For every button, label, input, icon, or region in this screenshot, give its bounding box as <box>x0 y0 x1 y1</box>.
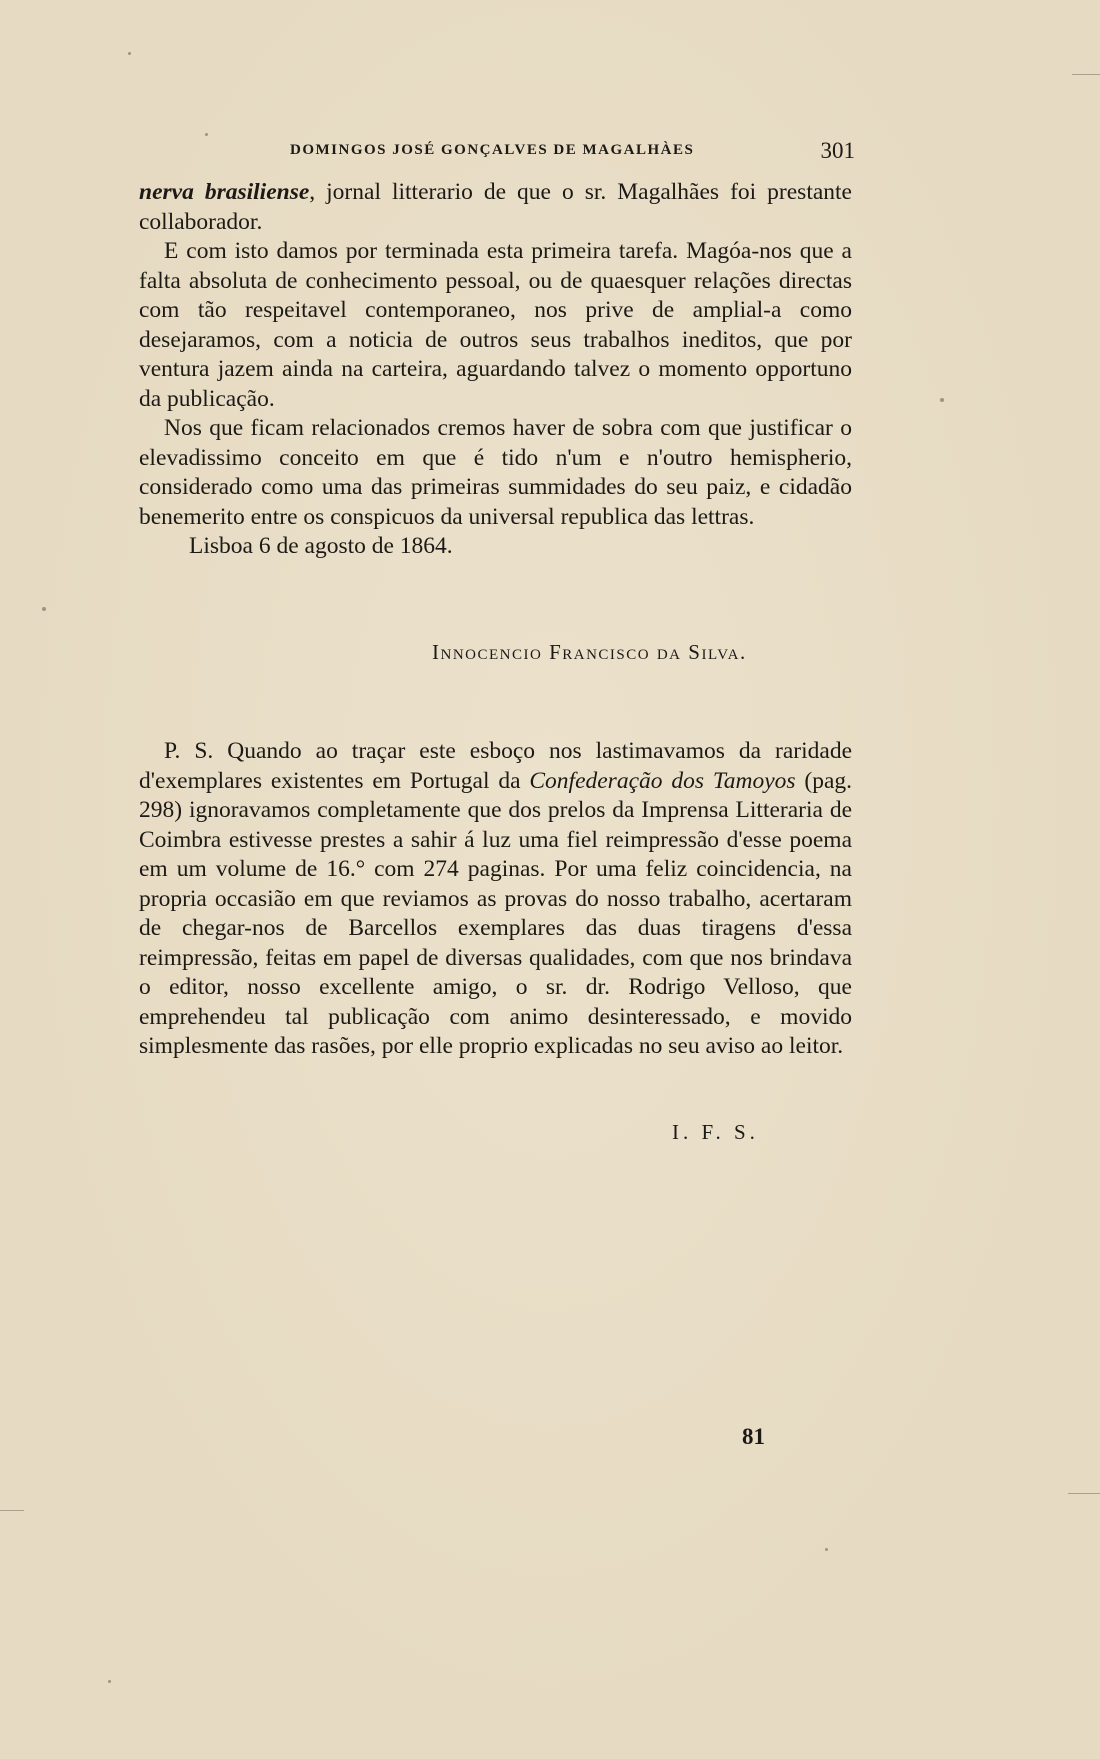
running-title: DOMINGOS JOSÉ GONÇALVES DE MAGALHÀES <box>290 142 695 158</box>
ink-speck <box>128 52 131 55</box>
page-number: 301 <box>820 138 855 163</box>
postscript-initials: I. F. S. <box>672 1120 759 1144</box>
paragraph-2: E com isto damos por terminada esta primeira tarefa. Magóa-nos que a falta absoluta de conhecimento pessoal, ou de quaesquer relações directas com tão respeitavel contemporaneo, nos prive de amplial-a como desejaramos, com a noticia de outros seus trabalhos ineditos, que por ventura jazem ainda na carteira, aguardando talvez o momento opportuno da publicação. <box>139 238 852 412</box>
page-edge-mark <box>0 1510 24 1511</box>
postscript-text-2: (pag. 298) ignoravamos completamente que dos prelos da Imprensa Litteraria de Coimbra estivesse prestes a sahir á luz uma fiel reimpressão d'esse poema em um volume de 16.° com 274 paginas. Por uma feliz coincidencia, na propria occasião em que reviamos as provas do nosso trabalho, acertaram de chegar-nos de Barcellos exemplares das duas tiragens d'essa reimpressão, feitas em papel de diversas qualidades, com que nos brindava o editor, nosso excellente amigo, o sr. dr. Rodrigo Velloso, que emprehendeu tal publicação com animo desinteressado, e movido simplesmente das rasões, por elle proprio explicadas no seu aviso ao leitor. <box>139 767 852 1059</box>
ink-speck <box>205 133 208 136</box>
ink-speck <box>825 1548 828 1551</box>
postscript <box>139 737 852 1062</box>
ink-speck <box>940 398 944 402</box>
ink-speck <box>108 1680 111 1683</box>
date-line: Lisboa 6 de agosto de 1864. <box>189 533 453 559</box>
running-head <box>290 138 855 164</box>
page-edge-mark <box>1068 1493 1100 1494</box>
paragraph-3: Nos que ficam relacionados cremos haver de sobra com que justificar o elevadissimo conceito em que é tido n'um e n'outro hemispherio, considerado como uma das primeiras summidades do seu paiz, e cidadão benemerito entre os conspicuos da universal republica das lettras. <box>139 415 852 530</box>
journal-title: nerva brasiliense <box>139 179 310 205</box>
author-signature: Innocencio Francisco da Silva. <box>432 640 747 664</box>
ink-speck <box>42 607 46 611</box>
paragraph-1-text: , jornal litterario de que o sr. Magalhães foi prestante collaborador. <box>139 179 852 235</box>
signature-mark: 81 <box>742 1424 765 1449</box>
poem-title: Confederação dos Tamoyos <box>529 767 796 794</box>
main-text <box>139 178 852 562</box>
paragraph-1 <box>139 178 852 237</box>
postscript-text-1: P. S. Quando ao traçar este esboço nos lastimavamos da raridade d'exemplares existentes em Portugal da <box>139 738 852 794</box>
postscript-paragraph <box>139 737 852 1062</box>
page-edge-mark <box>1072 74 1100 75</box>
